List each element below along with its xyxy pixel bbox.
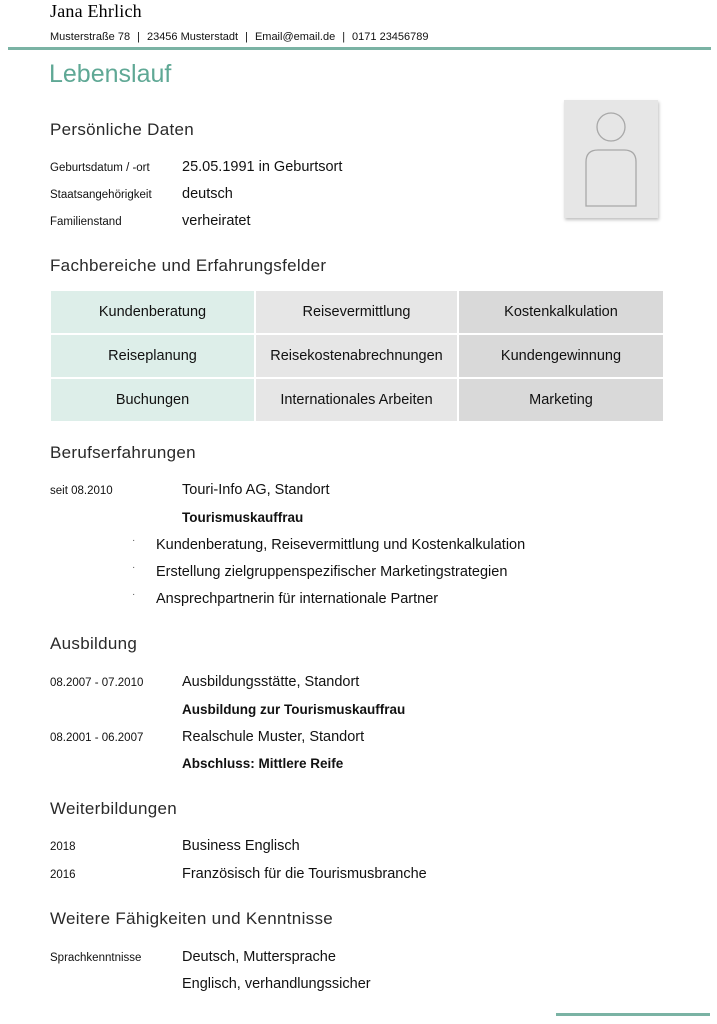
skills-grid [51,291,663,421]
personal-row [50,186,670,208]
training-value: Französisch für die Tourismusbranche [182,866,427,882]
education-detail-row [50,702,670,724]
skill-cell: Kundengewinnung [459,335,663,377]
skill-cell: Buchungen [51,379,254,421]
skill-cell: Reisekostenabrechnungen [256,335,457,377]
training-date: 2016 [50,869,76,881]
row-value: deutsch [182,186,233,202]
education-date: 08.2007 - 07.2010 [50,677,144,689]
abilities-row [50,976,670,998]
contact-email[interactable]: Email@email.de [254,31,336,43]
bullet-text: Kundenberatung, Reisevermittlung und Kostenkalkulation [156,537,526,553]
experience-role-row [50,510,670,532]
skill-cell: Reisevermittlung [256,291,457,333]
bullet-text: Erstellung zielgruppenspezifischer Marketingstrategien [156,564,508,580]
abilities-value: Deutsch, Muttersprache [182,949,336,965]
training-row [50,838,670,860]
section-title-education: Ausbildung [50,634,138,653]
education-row [50,729,670,751]
education-detail: Abschluss: Mittlere Reife [182,756,344,771]
education-place: Ausbildungsstätte, Standort [182,674,360,690]
footer-divider [556,1013,710,1016]
personal-row [50,159,670,181]
experience-date: seit 08.2010 [50,485,113,497]
experience-row [50,482,670,504]
skill-cell: Kundenberatung [51,291,254,333]
section-title-experience: Berufserfahrungen [50,443,196,462]
education-detail: Ausbildung zur Tourismuskauffrau [182,702,406,717]
bullet-dot-icon: · [132,535,136,546]
contact-city: 23456 Musterstadt [146,31,239,43]
abilities-value: Englisch, verhandlungssicher [182,976,371,992]
row-value: verheiratet [182,213,251,229]
row-label: Familienstand [50,216,122,228]
section-title-personal: Persönliche Daten [50,120,195,139]
personal-row [50,213,670,235]
applicant-name: Jana Ehrlich [50,1,142,21]
education-place: Realschule Muster, Standort [182,729,365,745]
section-title-abilities: Weitere Fähigkeiten und Kenntnisse [50,909,333,928]
bullet-text: Ansprechpartnerin für internationale Partner [156,591,439,607]
training-row [50,866,670,888]
document-title: Lebenslauf [49,60,172,88]
skill-cell: Kostenkalkulation [459,291,663,333]
experience-company: Touri-Info AG, Standort [182,482,330,498]
experience-role: Tourismuskauffrau [182,510,304,525]
contact-separator: | [137,31,140,43]
abilities-label: Sprachkenntnisse [50,952,142,964]
contact-line [50,31,429,43]
abilities-row [50,949,670,971]
header-divider [8,47,711,50]
row-label: Geburtsdatum / -ort [50,162,150,174]
skill-cell: Internationales Arbeiten [256,379,457,421]
skill-cell: Marketing [459,379,663,421]
education-date: 08.2001 - 06.2007 [50,732,144,744]
education-detail-row [50,756,670,778]
row-label: Staatsangehörigkeit [50,189,152,201]
contact-phone: 0171 23456789 [352,31,429,43]
contact-street: Musterstraße 78 [50,31,131,43]
skill-cell: Reiseplanung [51,335,254,377]
section-title-skills: Fachbereiche und Erfahrungsfelder [50,256,327,275]
section-title-training: Weiterbildungen [50,799,178,818]
row-value: 25.05.1991 in Geburtsort [182,159,343,175]
education-row [50,674,670,696]
training-date: 2018 [50,841,76,853]
contact-separator: | [342,31,346,43]
bullet-dot-icon: · [132,562,136,573]
contact-separator: | [245,31,248,43]
bullet-dot-icon: · [132,589,136,600]
training-value: Business Englisch [182,838,300,854]
